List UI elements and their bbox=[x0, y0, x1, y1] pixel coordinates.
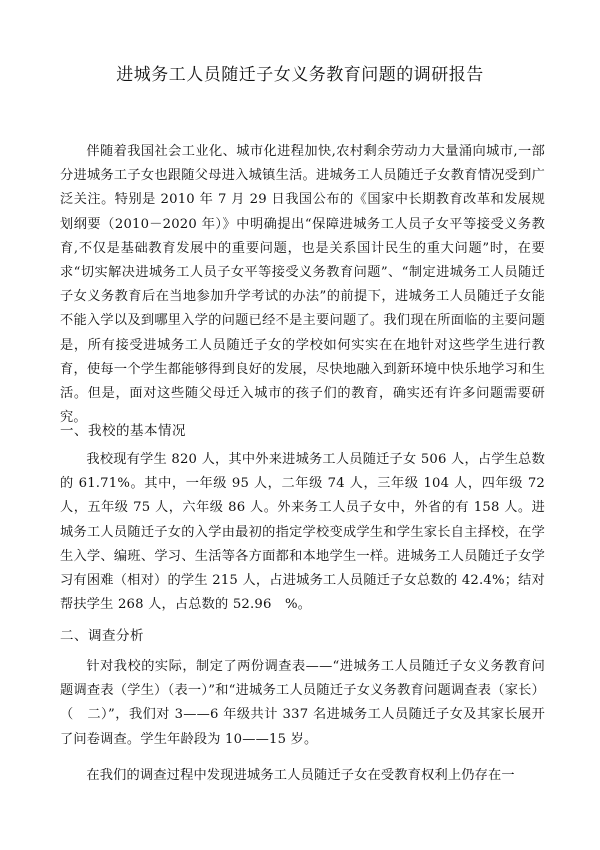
section-paragraph: 我校现有学生 820 人，其中外来进城务工人员随迁子女 506 人，占学生总数的 61.71%。其中，一年级 95 人，二年级 74 人，三年级 104 人，四年级 72 人，五年级 75 人，六年级 86 人。外来务工人员子女中，外省的有 158 人。进城务工人员随迁子女的入学由最初的指定学校变成学生和学生家长自主择校，在学生入学、编班、学习、生活等各方面都和本地学生一样。进城务工人员随迁子女学习有困难（相对）的学生 215 人，占进城务工人员随迁子女总数的 42.4%；结对帮扶学生 268 人，占总数的 52.96 %。 bbox=[60, 452, 545, 613]
section-paragraph: 在我们的调查过程中发现进城务工人员随迁子女在受教育权利上仍存在一 bbox=[86, 768, 515, 783]
intro-paragraph: 伴随着我国社会工业化、城市化进程加快,农村剩余劳动力大量涌向城市,一部分进城务工子女也跟随父母进入城镇生活。进城务工人员随迁子女教育情况受到广泛关注。特别是 2010 年 7 月 29 日我国公布的《国家中长期教育改革和发展规划纲要（2010－2020 年）》中明确提出“保障进城务工人员子女平等接受义务教育,不仅是基础教育发展中的重要问题，也是关系国计民生的重大问题”时，在要求“切实解决进城务工人员子女平等接受义务教育问题”、“制定进城务工人员随迁子女义务教育后在当地参加升学考试的办法”的前提下，进城务工人员随迁子女能不能入学以及到哪里入学的问题已经不是主要问题了。我们现在所面临的主要问题是，所有接受进城务工人员随迁子女的学校如何实实在在地针对这些学生进行教育，使每一个学生都能够得到良好的发展，尽快地融入到新环境中快乐地学习和生活。但是，面对这些随父母迁入城市的孩子们的教育，确实还有许多问题需要研究。 bbox=[60, 144, 545, 426]
section-paragraph: 针对我校的实际，制定了两份调查表——“进城务工人员随迁子女义务教育问题调查表（学生）（表一）”和“进城务工人员随迁子女义务教育问题调查表（家长）（ 二）”，我们对 3——6 年级共计 337 名进城务工人员随迁子女及其家长展开了问卷调查。学生年龄段为 10——15 岁。 bbox=[60, 659, 545, 747]
document-title: 进城务工人员随迁子女义务教育问题的调研报告 bbox=[116, 65, 484, 85]
section-heading-survey-analysis: 二、调查分析 bbox=[60, 628, 144, 644]
section-heading-basic-situation: 一、我校的基本情况 bbox=[60, 423, 186, 439]
